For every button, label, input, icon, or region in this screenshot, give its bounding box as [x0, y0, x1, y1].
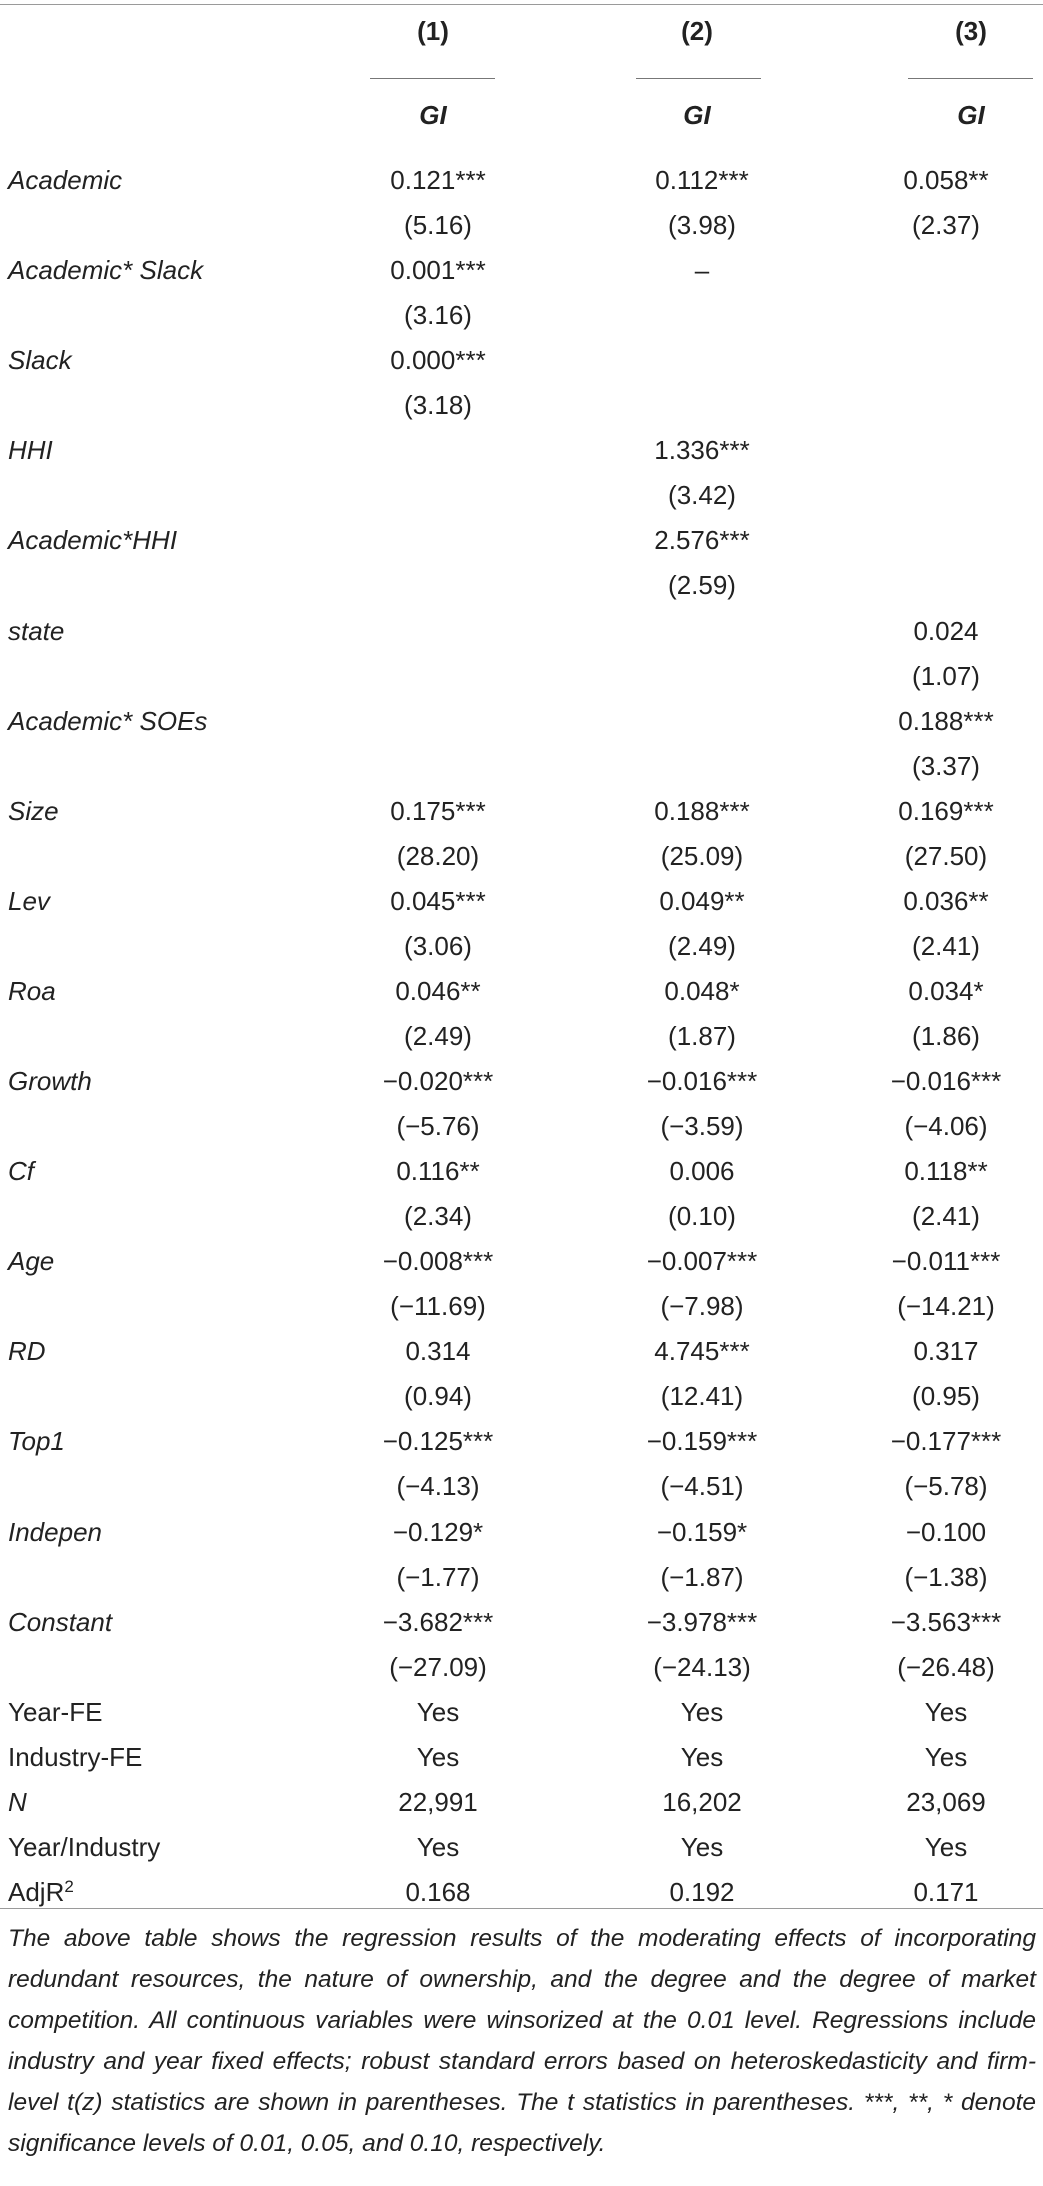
table-row [0, 1510, 1043, 1555]
table-row [0, 1329, 1043, 1374]
table-cell-col1: Yes [416, 1741, 460, 1772]
row-label [8, 1690, 102, 1735]
table-row [0, 1735, 1043, 1780]
table-row [0, 203, 1043, 248]
row-label-text: Academic [8, 165, 123, 195]
row-label [8, 338, 72, 383]
row-label [8, 248, 203, 293]
table-cell-col1: 22,991 [398, 1786, 478, 1817]
table-cell-col3: (−5.78) [904, 1471, 988, 1502]
row-label [8, 879, 50, 924]
row-label-text: Size [8, 795, 59, 826]
row-label-text: HHI [8, 435, 53, 466]
table-row [0, 1600, 1043, 1645]
row-label [8, 969, 56, 1014]
table-row [0, 1059, 1043, 1104]
dependent-var-2: GI [683, 100, 711, 130]
table-row [0, 1149, 1043, 1194]
row-label [8, 1600, 112, 1645]
table-row [0, 924, 1043, 969]
table-row [0, 383, 1043, 428]
table-cell-col3: 0.171 [913, 1876, 979, 1907]
row-label [8, 428, 53, 473]
column-header-3-rule [908, 78, 1033, 79]
table-row [0, 1374, 1043, 1419]
table-cell-col2: (−24.13) [653, 1651, 751, 1682]
table-cell-col3: 23,069 [906, 1786, 986, 1817]
table-cell-col3: 0.188*** [898, 705, 994, 736]
table-cell-col3: −0.177*** [890, 1426, 1002, 1457]
table-cell-col2: −3.978*** [646, 1606, 758, 1637]
table-cell-col1: Yes [416, 1831, 460, 1862]
row-label [8, 789, 59, 834]
table-cell-col3: (0.95) [912, 1381, 980, 1412]
table-cell-col1: −0.020*** [382, 1066, 494, 1096]
row-label-text: AdjR [8, 1876, 65, 1907]
table-cell-col3: (3.37) [912, 750, 980, 781]
row-label [8, 1780, 27, 1825]
row-label [8, 1510, 102, 1555]
table-cell-col3: 0.024 [913, 615, 979, 646]
table-cell-col3: (2.41) [912, 930, 980, 961]
row-label-text: Constant [8, 1606, 113, 1637]
table-cell-col3: −3.563*** [890, 1606, 1002, 1637]
table-cell-col3: (−26.48) [897, 1651, 995, 1682]
table-cell-col1: (2.34) [404, 1201, 472, 1232]
table-cell-col2: −0.007*** [646, 1246, 758, 1277]
table-cell-col2: 0.006 [669, 1156, 735, 1187]
table-row [0, 1194, 1043, 1239]
row-label-text: Indepen [8, 1516, 102, 1547]
table-cell-col1: (3.16) [404, 300, 472, 331]
row-label-text: N [8, 1786, 27, 1817]
table-row [0, 1419, 1043, 1464]
row-label-text: Slack [8, 345, 72, 376]
table-cell-col1: (−1.77) [396, 1561, 480, 1592]
table-row [0, 1284, 1043, 1329]
table-cell-col1: (5.16) [404, 210, 472, 241]
table-row [0, 654, 1043, 699]
table-row [0, 1555, 1043, 1600]
table-row [0, 879, 1043, 924]
table-cell-col1: 0.046** [395, 975, 481, 1006]
table-cell-col1: Yes [416, 1696, 460, 1727]
row-label-text: Lev [8, 885, 50, 916]
table-cell-col3: (1.86) [912, 1020, 980, 1051]
column-header-3: (3) [955, 16, 987, 46]
table-row [0, 248, 1043, 293]
table-cell-col1: 0.121*** [390, 165, 486, 195]
table-row [0, 699, 1043, 744]
table-cell-col2: −0.016*** [646, 1066, 758, 1096]
table-row [0, 609, 1043, 654]
table-row [0, 789, 1043, 834]
table-cell-col1: (0.94) [404, 1381, 472, 1412]
table-top-rule [0, 4, 1043, 5]
row-label [8, 1329, 46, 1374]
table-cell-col3: Yes [924, 1831, 968, 1862]
row-label-text: RD [8, 1336, 46, 1367]
table-cell-col2: (−4.51) [660, 1471, 744, 1502]
row-label-superscript: 2 [64, 1876, 74, 1896]
table-cell-col2: (−3.59) [660, 1111, 744, 1142]
row-label-text: state [8, 615, 65, 646]
row-label-text: Cf [8, 1156, 34, 1187]
table-cell-col2: 0.049** [659, 885, 745, 916]
table-cell-col1: (−27.09) [389, 1651, 487, 1682]
row-label-text: Age [8, 1246, 55, 1277]
dependent-var-3: GI [957, 100, 985, 130]
table-bottom-rule [0, 1908, 1043, 1909]
row-label-text: Industry-FE [8, 1741, 143, 1772]
table-cell-col2: Yes [680, 1741, 724, 1772]
table-row [0, 1104, 1043, 1149]
table-cell-col1: −3.682*** [382, 1606, 494, 1637]
table-row [0, 1014, 1043, 1059]
row-label-text: Year-FE [8, 1696, 103, 1727]
row-label [8, 158, 122, 203]
table-row [0, 158, 1043, 203]
table-footnote: The above table shows the regression results of the moderating effects of incorporating redundant resources, the nature of ownership, and the degree and the degree of market competition. All continuous variables were winsorized at the 0.01 level. Regressions include industry and year fixed effects; robust standard errors based on heteroskedasticity and firm-level t(z) statistics are shown in parentheses. The t statistics in parentheses. ***, **, * denote significance levels of 0.01, 0.05, and 0.10, respectively. [8, 1925, 1036, 2157]
table-cell-col2: – [694, 255, 710, 286]
table-row [0, 969, 1043, 1014]
row-label [8, 1825, 160, 1870]
table-row [0, 473, 1043, 518]
table-cell-col1: 0.314 [405, 1336, 471, 1367]
table-cell-col3: (1.07) [912, 660, 980, 691]
table-cell-col3: (−1.38) [904, 1561, 988, 1592]
table-cell-col3: (−14.21) [897, 1291, 995, 1322]
column-header-2: (2) [681, 16, 713, 46]
table-cell-col3: 0.034* [908, 975, 984, 1006]
table-cell-col2: (3.98) [668, 210, 736, 241]
row-label-text: Top1 [8, 1426, 65, 1457]
table-cell-col3: 0.169*** [898, 795, 994, 826]
table-cell-col3: 0.317 [913, 1336, 979, 1367]
table-cell-col1: 0.045*** [390, 885, 486, 916]
table-cell-col2: Yes [680, 1831, 724, 1862]
table-cell-col2: (25.09) [660, 840, 744, 871]
table-cell-col3: (2.41) [912, 1201, 980, 1232]
table-cell-col3: (27.50) [904, 840, 988, 871]
row-label-text: Growth [8, 1066, 92, 1096]
table-cell-col3: −0.016*** [890, 1066, 1002, 1096]
table-cell-col2: −0.159* [656, 1516, 748, 1547]
table-cell-col1: (−4.13) [396, 1471, 480, 1502]
table-cell-col1: (2.49) [404, 1020, 472, 1051]
table-cell-col2: (12.41) [660, 1381, 744, 1412]
table-row [0, 428, 1043, 473]
table-cell-col2: (−1.87) [660, 1561, 744, 1592]
table-cell-col1: (−5.76) [396, 1111, 480, 1142]
table-cell-col2: 2.576*** [654, 525, 750, 556]
table-row [0, 834, 1043, 879]
table-cell-col2: (0.10) [668, 1201, 736, 1232]
row-label [8, 1735, 142, 1780]
table-cell-col1: (28.20) [396, 840, 480, 871]
table-cell-col2: (3.42) [668, 480, 736, 511]
table-row [0, 1690, 1043, 1735]
row-label [8, 1239, 54, 1284]
table-cell-col1: 0.168 [405, 1876, 471, 1907]
table-cell-col1: −0.008*** [382, 1246, 494, 1277]
table-cell-col2: 0.188*** [654, 795, 750, 826]
row-label [8, 1059, 92, 1104]
table-row [0, 293, 1043, 338]
row-label-text: Roa [8, 975, 56, 1006]
table-cell-col2: 4.745*** [654, 1336, 750, 1367]
table-cell-col2: 0.048* [664, 975, 740, 1006]
table-row [0, 1464, 1043, 1509]
table-cell-col2: (1.87) [668, 1020, 736, 1051]
row-label [8, 699, 207, 744]
table-cell-col3: −0.011*** [891, 1246, 1001, 1277]
row-label [8, 609, 64, 654]
table-row [0, 1645, 1043, 1690]
table-cell-col1: (−11.69) [390, 1291, 486, 1322]
row-label [8, 1149, 34, 1194]
table-row [0, 1780, 1043, 1825]
table-cell-col1: −0.125*** [382, 1426, 494, 1457]
table-row [0, 744, 1043, 789]
table-cell-col2: (2.59) [668, 570, 736, 601]
row-label [8, 1419, 65, 1464]
dependent-var-1: GI [419, 100, 447, 130]
column-header-1: (1) [417, 16, 449, 46]
table-cell-col1: (3.18) [404, 390, 472, 421]
table-cell-col2: Yes [680, 1696, 724, 1727]
table-cell-col3: Yes [924, 1741, 968, 1772]
table-cell-col2: (−7.98) [660, 1291, 744, 1322]
table-cell-col1: 0.175*** [390, 795, 486, 826]
row-label-text: Academic* SOEs [8, 705, 208, 736]
table-row [0, 1825, 1043, 1870]
table-cell-col2: 0.112*** [655, 165, 749, 195]
table-cell-col3: (2.37) [912, 210, 980, 241]
table-cell-col3: 0.058** [903, 165, 989, 195]
row-label-text: Academic*HHI [8, 525, 178, 556]
table-cell-col1: 0.001*** [390, 255, 486, 286]
table-cell-col2: (2.49) [668, 930, 736, 961]
table-row [0, 518, 1043, 563]
table-cell-col2: 1.336*** [654, 435, 750, 466]
table-cell-col1: 0.116** [396, 1156, 480, 1187]
table-cell-col3: 0.036** [903, 885, 989, 916]
table-cell-col3: −0.100 [905, 1516, 987, 1547]
row-label-text: Year/Industry [8, 1831, 161, 1862]
table-cell-col1: (3.06) [404, 930, 472, 961]
table-row [0, 338, 1043, 383]
table-cell-col1: −0.129* [392, 1516, 484, 1547]
table-row [0, 1239, 1043, 1284]
table-cell-col2: −0.159*** [646, 1426, 758, 1457]
table-cell-col3: (−4.06) [904, 1111, 988, 1142]
table-row [0, 563, 1043, 608]
table-cell-col1: 0.000*** [390, 345, 486, 376]
row-label [8, 518, 177, 563]
row-label-text: Academic* Slack [8, 255, 204, 286]
column-header-2-rule [636, 78, 761, 79]
table-cell-col3: 0.118** [904, 1156, 988, 1187]
column-header-1-rule [370, 78, 495, 79]
table-cell-col2: 16,202 [662, 1786, 742, 1817]
table-cell-col3: Yes [924, 1696, 968, 1727]
table-cell-col2: 0.192 [669, 1876, 735, 1907]
